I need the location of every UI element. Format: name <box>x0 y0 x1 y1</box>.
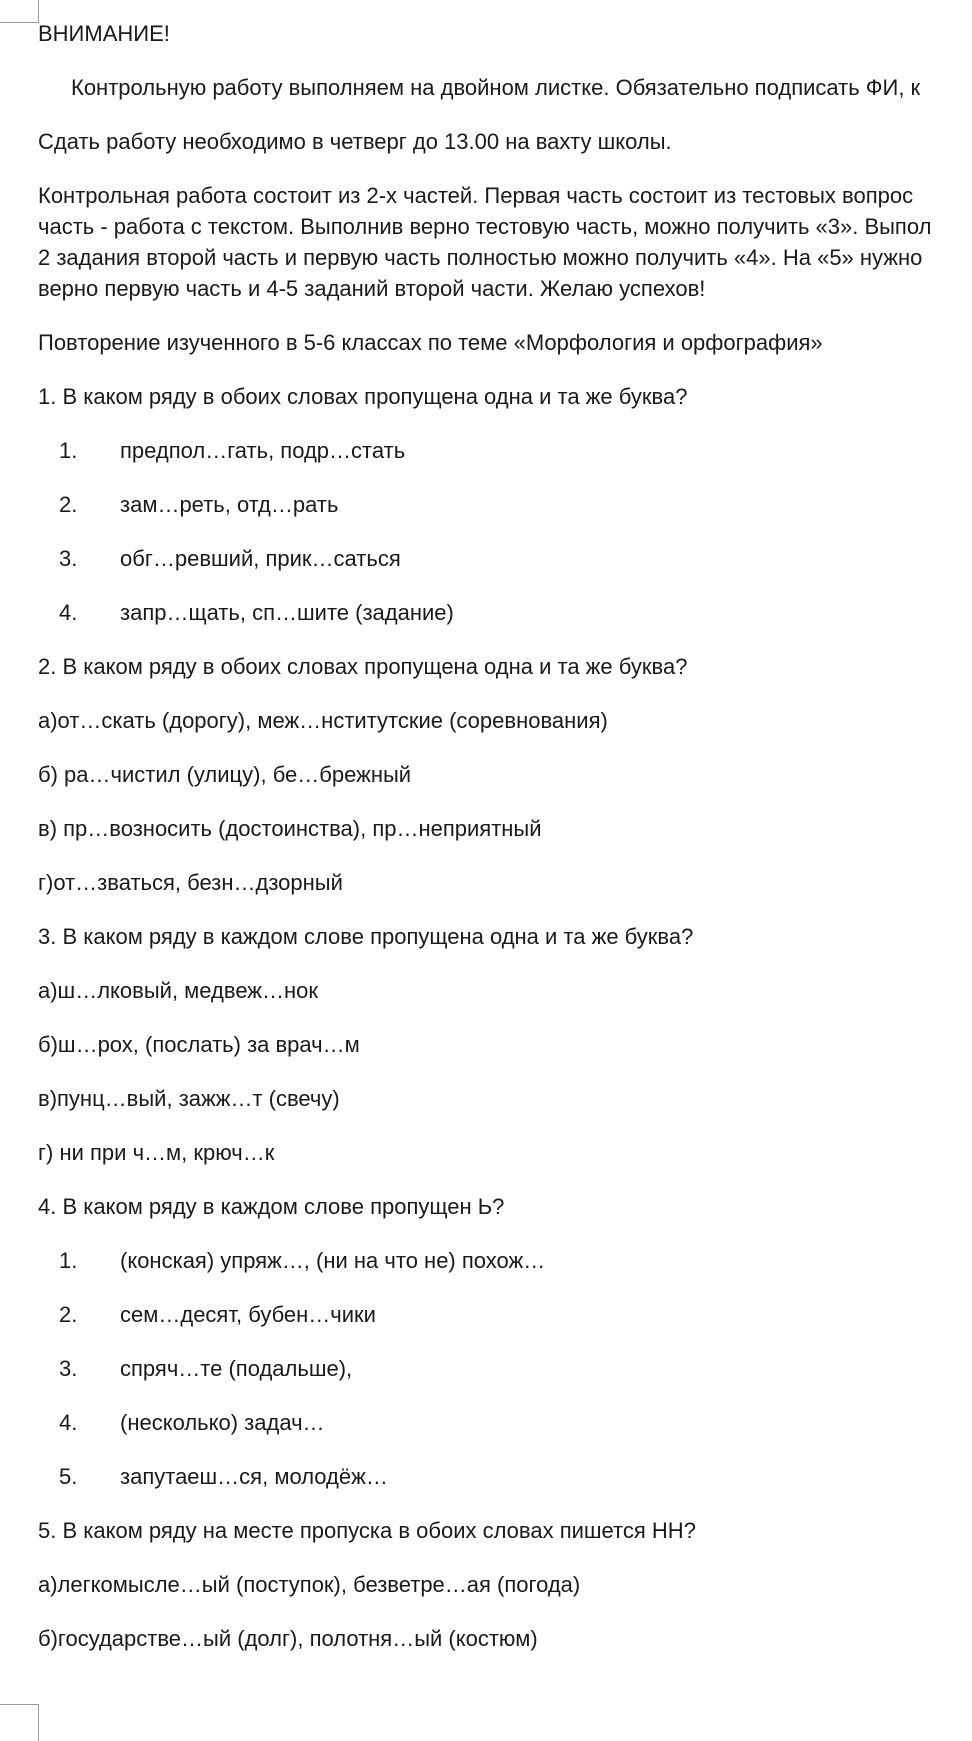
q2-option: б) ра…чистил (улицу), бе…брежный <box>38 762 412 787</box>
option-text: зам…реть, отд…рать <box>120 492 339 517</box>
option-text: спряч…те (подальше), <box>120 1356 353 1381</box>
q5-option: б)государстве…ый (долг), полотня…ый (костюм) <box>38 1626 538 1651</box>
question-2: 2. В каком ряду в обоих словах пропущена одна и та же буква? <box>38 654 688 679</box>
topic-paragraph: Повторение изученного в 5-6 классах по теме «Морфология и орфография» <box>38 330 823 355</box>
q3-option: б)ш…рох, (послать) за врач…м <box>38 1032 360 1057</box>
option-number: 3. <box>59 1356 78 1381</box>
question-3: 3. В каком ряду в каждом слове пропущена одна и та же буква? <box>38 924 694 949</box>
q1-option <box>38 489 972 520</box>
document-body <box>38 18 972 1677</box>
q4-option <box>38 1245 972 1276</box>
page-corner-mark-top <box>0 0 39 23</box>
option-number: 1. <box>59 1248 78 1273</box>
structure-line: 2 задания второй часть и первую часть полностью можно получить «4». На «5» нужно <box>38 245 923 270</box>
option-number: 1. <box>59 438 78 463</box>
option-number: 4. <box>59 1410 78 1435</box>
structure-line: Контрольная работа состоит из 2-х частей. Первая часть состоит из тестовых вопрос <box>38 183 914 208</box>
q4-option <box>38 1299 972 1330</box>
structure-paragraph <box>38 180 972 304</box>
option-text: (конская) упряж…, (ни на что не) похож… <box>120 1248 546 1273</box>
q3-option: в)пунц…вый, зажж…т (свечу) <box>38 1086 340 1111</box>
q1-option <box>38 597 972 628</box>
notice-heading: ВНИМАНИЕ! <box>38 21 170 46</box>
structure-line: верно первую часть и 4-5 заданий второй части. Желаю успехов! <box>38 276 706 301</box>
q2-option: г)от…зваться, безн…дзорный <box>38 870 343 895</box>
q4-option <box>38 1353 972 1384</box>
option-number: 2. <box>59 1302 78 1327</box>
question-5: 5. В каком ряду на месте пропуска в обоих словах пишется НН? <box>38 1518 696 1543</box>
q1-option <box>38 543 972 574</box>
structure-line: часть - работа с текстом. Выполнив верно тестовую часть, можно получить «3». Выпол <box>38 214 932 239</box>
q5-option: а)легкомысле…ый (поступок), безветре…ая (погода) <box>38 1572 581 1597</box>
q2-option: в) пр…возносить (достоинства), пр…неприятный <box>38 816 542 841</box>
q4-option <box>38 1461 972 1492</box>
option-number: 2. <box>59 492 78 517</box>
q3-option: г) ни при ч…м, крюч…к <box>38 1140 275 1165</box>
option-number: 3. <box>59 546 78 571</box>
intro-paragraph: Контрольную работу выполняем на двойном листке. Обязательно подписать ФИ, к <box>71 75 921 100</box>
option-text: предпол…гать, подр…стать <box>120 438 406 463</box>
question-1: 1. В каком ряду в обоих словах пропущена одна и та же буква? <box>38 384 688 409</box>
option-text: запр…щать, сп…шите (задание) <box>120 600 454 625</box>
q3-option: а)ш…лковый, медвеж…нок <box>38 978 319 1003</box>
q2-option: а)от…скать (дорогу), меж…нститутские (соревнования) <box>38 708 608 733</box>
deadline-paragraph: Сдать работу необходимо в четверг до 13.00 на вахту школы. <box>38 129 672 154</box>
page-corner-mark-bottom <box>0 1704 39 1741</box>
option-text: обг…ревший, прик…саться <box>120 546 401 571</box>
option-number: 4. <box>59 600 78 625</box>
question-4: 4. В каком ряду в каждом слове пропущен Ь? <box>38 1194 505 1219</box>
q1-option <box>38 435 972 466</box>
option-text: запутаеш…ся, молодёж… <box>120 1464 388 1489</box>
option-text: (несколько) задач… <box>120 1410 325 1435</box>
option-text: сем…десят, бубен…чики <box>120 1302 376 1327</box>
option-number: 5. <box>59 1464 78 1489</box>
q4-option <box>38 1407 972 1438</box>
